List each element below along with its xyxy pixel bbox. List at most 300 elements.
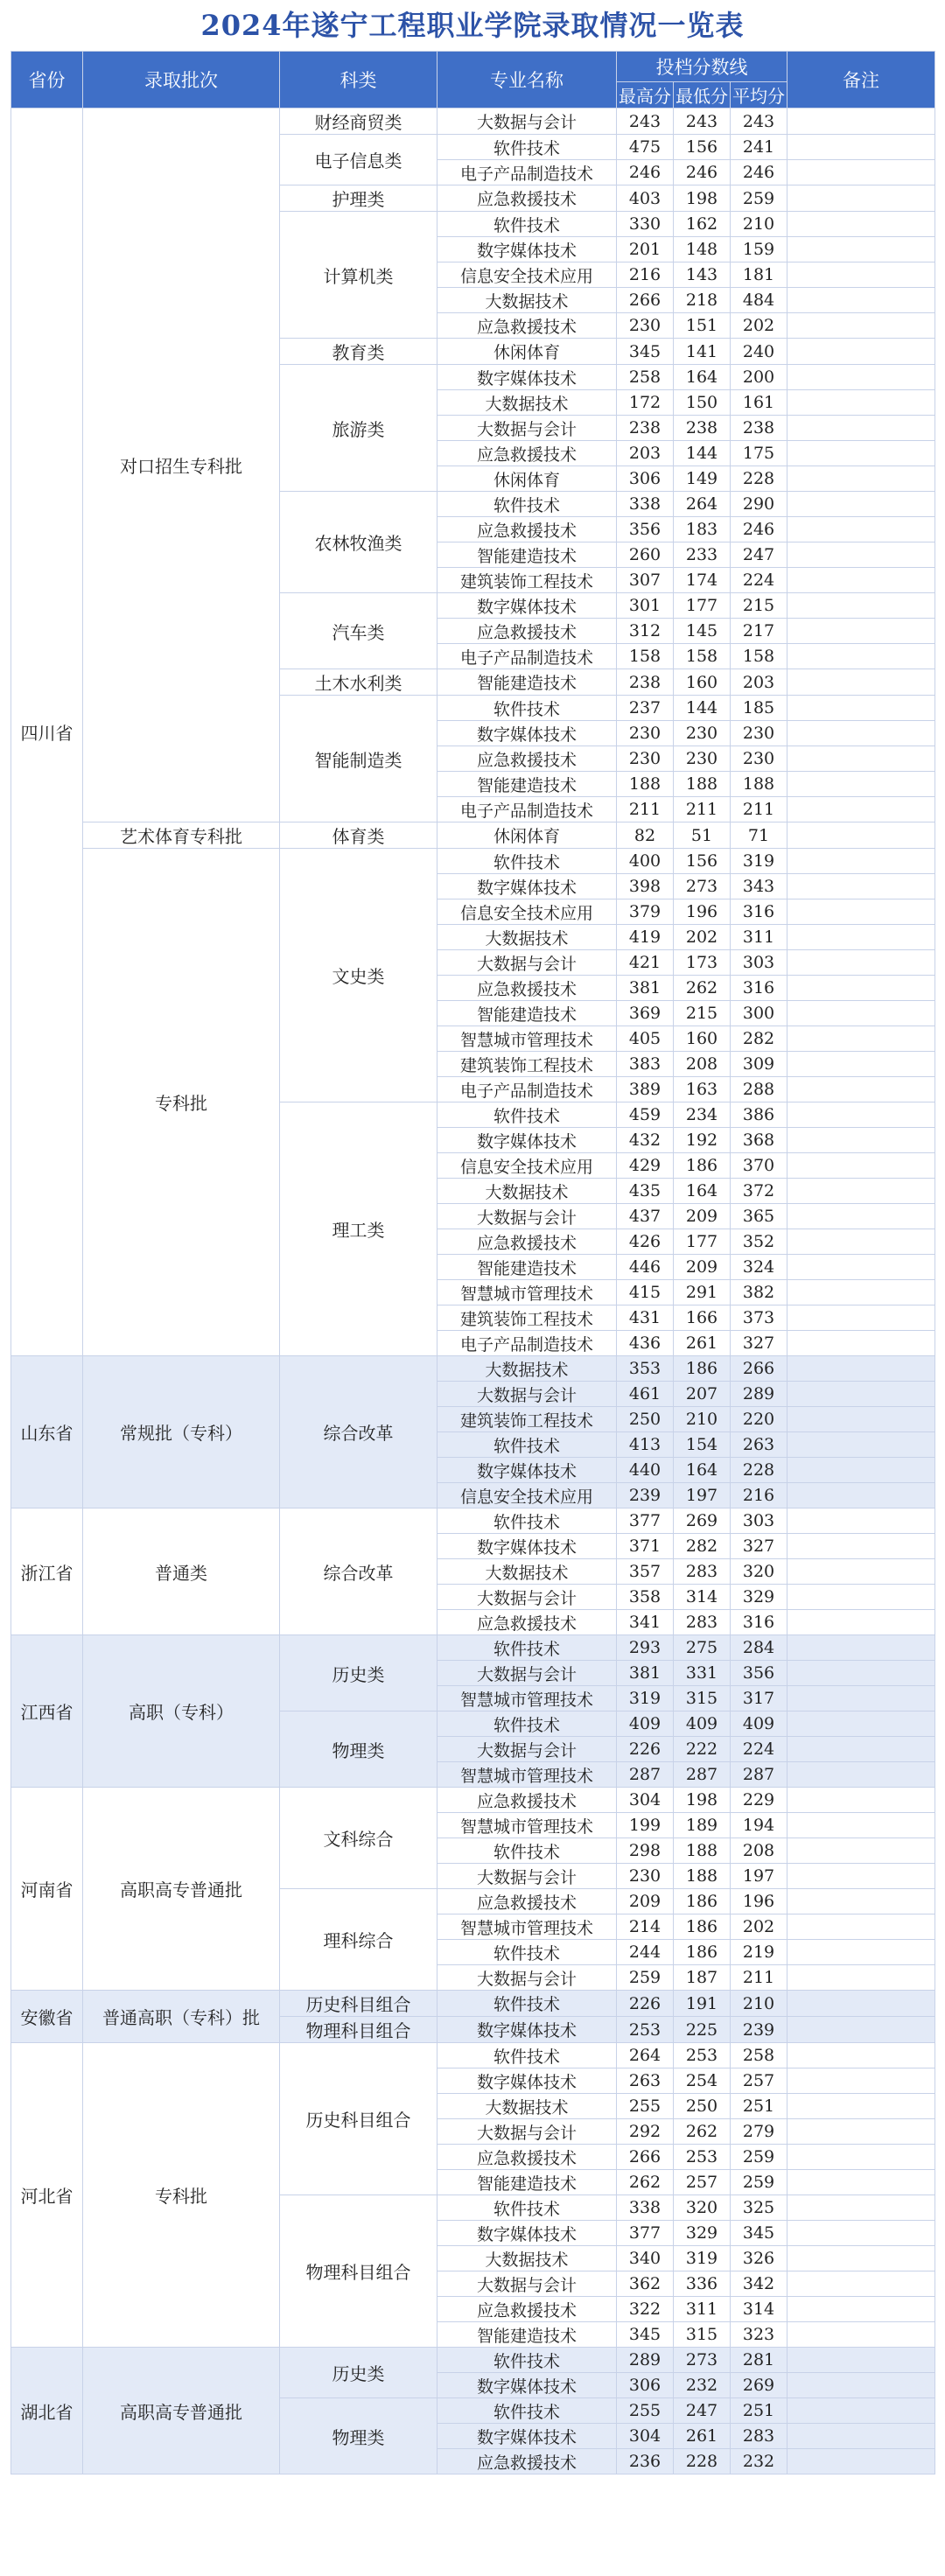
- avg-score-cell: 316: [731, 976, 788, 1001]
- min-score-cell: 269: [674, 1508, 731, 1534]
- note-cell: [788, 1382, 935, 1407]
- major-cell: 智能建造技术: [438, 772, 617, 797]
- avg-score-cell: 251: [731, 2398, 788, 2424]
- note-cell: [788, 1661, 935, 1686]
- max-score-cell: 230: [617, 721, 674, 746]
- note-cell: [788, 976, 935, 1001]
- note-cell: [788, 492, 935, 517]
- max-score-cell: 263: [617, 2068, 674, 2094]
- table-header: [11, 52, 935, 108]
- min-score-cell: 234: [674, 1102, 731, 1128]
- table-row: [11, 1991, 935, 2017]
- note-cell: [788, 1204, 935, 1229]
- min-score-cell: 336: [674, 2272, 731, 2297]
- max-score-cell: 362: [617, 2272, 674, 2297]
- avg-score-cell: 240: [731, 339, 788, 365]
- major-cell: 大数据技术: [438, 288, 617, 313]
- major-cell: 信息安全技术应用: [438, 900, 617, 925]
- note-cell: [788, 2119, 935, 2145]
- max-score-cell: 426: [617, 1229, 674, 1255]
- avg-score-cell: 196: [731, 1889, 788, 1914]
- note-cell: [788, 2195, 935, 2221]
- batch-cell: 普通类: [83, 1508, 280, 1635]
- max-score-cell: 250: [617, 1407, 674, 1432]
- major-cell: 大数据与会计: [438, 2119, 617, 2145]
- note-cell: [788, 2068, 935, 2094]
- min-score-cell: 273: [674, 2348, 731, 2373]
- max-score-cell: 230: [617, 746, 674, 772]
- major-cell: 应急救援技术: [438, 619, 617, 644]
- note-cell: [788, 1128, 935, 1153]
- avg-score-cell: 175: [731, 441, 788, 466]
- min-score-cell: 287: [674, 1762, 731, 1788]
- max-score-cell: 356: [617, 517, 674, 542]
- header-note: 备注: [788, 52, 935, 108]
- major-cell: 大数据与会计: [438, 950, 617, 976]
- category-cell: 智能制造类: [280, 696, 438, 822]
- note-cell: [788, 2043, 935, 2068]
- major-cell: 大数据技术: [438, 1559, 617, 1585]
- max-score-cell: 199: [617, 1813, 674, 1838]
- category-cell: 计算机类: [280, 212, 438, 339]
- major-cell: 大数据与会计: [438, 416, 617, 441]
- page-title: 2024年遂宁工程职业学院录取情况一览表: [200, 9, 745, 42]
- avg-score-cell: 210: [731, 212, 788, 237]
- min-score-cell: 320: [674, 2195, 731, 2221]
- max-score-cell: 436: [617, 1331, 674, 1356]
- min-score-cell: 215: [674, 1001, 731, 1026]
- max-score-cell: 429: [617, 1153, 674, 1179]
- note-cell: [788, 160, 935, 186]
- max-score-cell: 461: [617, 1382, 674, 1407]
- note-cell: [788, 1458, 935, 1483]
- avg-score-cell: 224: [731, 1737, 788, 1762]
- note-cell: [788, 1762, 935, 1788]
- major-cell: 休闲体育: [438, 466, 617, 492]
- min-score-cell: 315: [674, 2322, 731, 2348]
- min-score-cell: 160: [674, 1026, 731, 1052]
- max-score-cell: 246: [617, 160, 674, 186]
- note-cell: [788, 2246, 935, 2272]
- max-score-cell: 82: [617, 822, 674, 849]
- max-score-cell: 322: [617, 2297, 674, 2322]
- min-score-cell: 144: [674, 441, 731, 466]
- max-score-cell: 214: [617, 1914, 674, 1940]
- note-cell: [788, 1306, 935, 1331]
- min-score-cell: 154: [674, 1432, 731, 1458]
- min-score-cell: 156: [674, 135, 731, 160]
- min-score-cell: 209: [674, 1204, 731, 1229]
- avg-score-cell: 373: [731, 1306, 788, 1331]
- note-cell: [788, 1001, 935, 1026]
- header-major: 专业名称: [438, 52, 617, 108]
- avg-score-cell: 289: [731, 1382, 788, 1407]
- major-cell: 数字媒体技术: [438, 2424, 617, 2449]
- avg-score-cell: 342: [731, 2272, 788, 2297]
- major-cell: 数字媒体技术: [438, 1534, 617, 1559]
- avg-score-cell: 241: [731, 135, 788, 160]
- min-score-cell: 143: [674, 262, 731, 288]
- max-score-cell: 405: [617, 1026, 674, 1052]
- max-score-cell: 230: [617, 313, 674, 339]
- min-score-cell: 257: [674, 2170, 731, 2195]
- avg-score-cell: 202: [731, 313, 788, 339]
- note-cell: [788, 186, 935, 212]
- major-cell: 应急救援技术: [438, 2145, 617, 2170]
- max-score-cell: 304: [617, 2424, 674, 2449]
- category-cell: 电子信息类: [280, 135, 438, 186]
- min-score-cell: 232: [674, 2373, 731, 2398]
- min-score-cell: 202: [674, 925, 731, 950]
- category-cell: 综合改革: [280, 1356, 438, 1508]
- note-cell: [788, 644, 935, 669]
- min-score-cell: 187: [674, 1965, 731, 1991]
- note-cell: [788, 390, 935, 416]
- min-score-cell: 186: [674, 1940, 731, 1965]
- major-cell: 智能建造技术: [438, 2170, 617, 2195]
- note-cell: [788, 925, 935, 950]
- max-score-cell: 226: [617, 1991, 674, 2017]
- max-score-cell: 306: [617, 466, 674, 492]
- major-cell: 智能建造技术: [438, 1001, 617, 1026]
- avg-score-cell: 329: [731, 1585, 788, 1610]
- note-cell: [788, 2424, 935, 2449]
- min-score-cell: 283: [674, 1610, 731, 1635]
- min-score-cell: 148: [674, 237, 731, 262]
- max-score-cell: 262: [617, 2170, 674, 2195]
- avg-score-cell: 251: [731, 2094, 788, 2119]
- note-cell: [788, 1991, 935, 2017]
- avg-score-cell: 352: [731, 1229, 788, 1255]
- batch-cell: 高职高专普通批: [83, 1788, 280, 1991]
- note-cell: [788, 1889, 935, 1914]
- batch-cell: 艺术体育专科批: [83, 822, 280, 849]
- avg-score-cell: 220: [731, 1407, 788, 1432]
- major-cell: 应急救援技术: [438, 1889, 617, 1914]
- min-score-cell: 177: [674, 1229, 731, 1255]
- major-cell: 软件技术: [438, 696, 617, 721]
- max-score-cell: 379: [617, 900, 674, 925]
- major-cell: 建筑装饰工程技术: [438, 1052, 617, 1077]
- avg-score-cell: 215: [731, 593, 788, 619]
- major-cell: 数字媒体技术: [438, 2221, 617, 2246]
- province-cell: 四川省: [11, 108, 83, 1356]
- avg-score-cell: 311: [731, 925, 788, 950]
- min-score-cell: 291: [674, 1280, 731, 1306]
- min-score-cell: 246: [674, 160, 731, 186]
- avg-score-cell: 326: [731, 2246, 788, 2272]
- major-cell: 应急救援技术: [438, 746, 617, 772]
- note-cell: [788, 822, 935, 849]
- avg-score-cell: 230: [731, 721, 788, 746]
- category-cell: 汽车类: [280, 593, 438, 669]
- avg-score-cell: 266: [731, 1356, 788, 1382]
- min-score-cell: 275: [674, 1635, 731, 1661]
- min-score-cell: 262: [674, 976, 731, 1001]
- max-score-cell: 209: [617, 1889, 674, 1914]
- avg-score-cell: 246: [731, 517, 788, 542]
- note-cell: [788, 1407, 935, 1432]
- note-cell: [788, 696, 935, 721]
- min-score-cell: 166: [674, 1306, 731, 1331]
- province-cell: 河北省: [11, 2043, 83, 2348]
- note-cell: [788, 542, 935, 568]
- avg-score-cell: 259: [731, 186, 788, 212]
- category-cell: 教育类: [280, 339, 438, 365]
- max-score-cell: 338: [617, 492, 674, 517]
- max-score-cell: 203: [617, 441, 674, 466]
- avg-score-cell: 309: [731, 1052, 788, 1077]
- max-score-cell: 260: [617, 542, 674, 568]
- max-score-cell: 236: [617, 2449, 674, 2474]
- major-cell: 数字媒体技术: [438, 721, 617, 746]
- note-cell: [788, 1179, 935, 1204]
- avg-score-cell: 181: [731, 262, 788, 288]
- major-cell: 电子产品制造技术: [438, 1331, 617, 1356]
- avg-score-cell: 258: [731, 2043, 788, 2068]
- note-cell: [788, 2145, 935, 2170]
- max-score-cell: 258: [617, 365, 674, 390]
- avg-score-cell: 269: [731, 2373, 788, 2398]
- note-cell: [788, 619, 935, 644]
- major-cell: 软件技术: [438, 135, 617, 160]
- avg-score-cell: 257: [731, 2068, 788, 2094]
- max-score-cell: 437: [617, 1204, 674, 1229]
- min-score-cell: 262: [674, 2119, 731, 2145]
- max-score-cell: 413: [617, 1432, 674, 1458]
- table-row: [11, 1635, 935, 1661]
- max-score-cell: 188: [617, 772, 674, 797]
- admission-table: [10, 51, 935, 2474]
- note-cell: [788, 1280, 935, 1306]
- category-cell: 物理类: [280, 2398, 438, 2474]
- avg-score-cell: 216: [731, 1483, 788, 1508]
- min-score-cell: 186: [674, 1914, 731, 1940]
- avg-score-cell: 290: [731, 492, 788, 517]
- note-cell: [788, 1864, 935, 1889]
- avg-score-cell: 303: [731, 1508, 788, 1534]
- table-row: [11, 822, 935, 849]
- max-score-cell: 341: [617, 1610, 674, 1635]
- note-cell: [788, 1712, 935, 1737]
- max-score-cell: 319: [617, 1686, 674, 1712]
- max-score-cell: 440: [617, 1458, 674, 1483]
- min-score-cell: 150: [674, 390, 731, 416]
- avg-score-cell: 158: [731, 644, 788, 669]
- avg-score-cell: 288: [731, 1077, 788, 1102]
- batch-cell: 普通高职（专科）批: [83, 1991, 280, 2043]
- max-score-cell: 298: [617, 1838, 674, 1864]
- max-score-cell: 419: [617, 925, 674, 950]
- category-cell: 物理科目组合: [280, 2017, 438, 2043]
- max-score-cell: 264: [617, 2043, 674, 2068]
- max-score-cell: 403: [617, 186, 674, 212]
- max-score-cell: 201: [617, 237, 674, 262]
- major-cell: 电子产品制造技术: [438, 644, 617, 669]
- min-score-cell: 186: [674, 1153, 731, 1179]
- min-score-cell: 151: [674, 313, 731, 339]
- min-score-cell: 319: [674, 2246, 731, 2272]
- major-cell: 大数据与会计: [438, 1204, 617, 1229]
- avg-score-cell: 382: [731, 1280, 788, 1306]
- avg-score-cell: 327: [731, 1534, 788, 1559]
- avg-score-cell: 317: [731, 1686, 788, 1712]
- max-score-cell: 312: [617, 619, 674, 644]
- header-score-group: 投档分数线: [617, 52, 788, 82]
- max-score-cell: 253: [617, 2017, 674, 2043]
- avg-score-cell: 345: [731, 2221, 788, 2246]
- note-cell: [788, 1965, 935, 1991]
- note-cell: [788, 1559, 935, 1585]
- min-score-cell: 230: [674, 746, 731, 772]
- min-score-cell: 164: [674, 1179, 731, 1204]
- min-score-cell: 191: [674, 1991, 731, 2017]
- note-cell: [788, 212, 935, 237]
- note-cell: [788, 2221, 935, 2246]
- major-cell: 软件技术: [438, 1838, 617, 1864]
- note-cell: [788, 593, 935, 619]
- max-score-cell: 292: [617, 2119, 674, 2145]
- major-cell: 软件技术: [438, 2195, 617, 2221]
- avg-score-cell: 71: [731, 822, 788, 849]
- major-cell: 数字媒体技术: [438, 593, 617, 619]
- major-cell: 大数据与会计: [438, 2272, 617, 2297]
- avg-score-cell: 372: [731, 1179, 788, 1204]
- note-cell: [788, 772, 935, 797]
- note-cell: [788, 950, 935, 976]
- major-cell: 休闲体育: [438, 822, 617, 849]
- major-cell: 软件技术: [438, 1712, 617, 1737]
- max-score-cell: 237: [617, 696, 674, 721]
- note-cell: [788, 2449, 935, 2474]
- major-cell: 软件技术: [438, 1508, 617, 1534]
- min-score-cell: 198: [674, 1788, 731, 1813]
- major-cell: 智能建造技术: [438, 542, 617, 568]
- min-score-cell: 186: [674, 1356, 731, 1382]
- min-score-cell: 163: [674, 1077, 731, 1102]
- max-score-cell: 266: [617, 288, 674, 313]
- min-score-cell: 208: [674, 1052, 731, 1077]
- max-score-cell: 243: [617, 108, 674, 135]
- avg-score-cell: 232: [731, 2449, 788, 2474]
- max-score-cell: 172: [617, 390, 674, 416]
- major-cell: 电子产品制造技术: [438, 1077, 617, 1102]
- note-cell: [788, 441, 935, 466]
- max-score-cell: 259: [617, 1965, 674, 1991]
- major-cell: 建筑装饰工程技术: [438, 1407, 617, 1432]
- avg-score-cell: 185: [731, 696, 788, 721]
- note-cell: [788, 1052, 935, 1077]
- min-score-cell: 331: [674, 1661, 731, 1686]
- batch-cell: 专科批: [83, 2043, 280, 2348]
- avg-score-cell: 282: [731, 1026, 788, 1052]
- min-score-cell: 145: [674, 619, 731, 644]
- batch-cell: 专科批: [83, 849, 280, 1356]
- avg-score-cell: 314: [731, 2297, 788, 2322]
- max-score-cell: 357: [617, 1559, 674, 1585]
- max-score-cell: 330: [617, 212, 674, 237]
- note-cell: [788, 1432, 935, 1458]
- note-cell: [788, 1153, 935, 1179]
- note-cell: [788, 2348, 935, 2373]
- min-score-cell: 233: [674, 542, 731, 568]
- note-cell: [788, 1940, 935, 1965]
- avg-score-cell: 356: [731, 1661, 788, 1686]
- max-score-cell: 345: [617, 339, 674, 365]
- avg-score-cell: 320: [731, 1559, 788, 1585]
- max-score-cell: 432: [617, 1128, 674, 1153]
- province-cell: 江西省: [11, 1635, 83, 1788]
- major-cell: 应急救援技术: [438, 2297, 617, 2322]
- note-cell: [788, 1483, 935, 1508]
- major-cell: 数字媒体技术: [438, 1128, 617, 1153]
- major-cell: 数字媒体技术: [438, 1458, 617, 1483]
- major-cell: 大数据技术: [438, 1356, 617, 1382]
- note-cell: [788, 1255, 935, 1280]
- batch-cell: 对口招生专科批: [83, 108, 280, 822]
- major-cell: 软件技术: [438, 849, 617, 874]
- major-cell: 数字媒体技术: [438, 874, 617, 900]
- min-score-cell: 164: [674, 365, 731, 390]
- note-cell: [788, 874, 935, 900]
- note-cell: [788, 1102, 935, 1128]
- avg-score-cell: 230: [731, 746, 788, 772]
- major-cell: 大数据与会计: [438, 1737, 617, 1762]
- min-score-cell: 51: [674, 822, 731, 849]
- category-cell: 体育类: [280, 822, 438, 849]
- table-row: [11, 849, 935, 874]
- batch-cell: 常规批（专科）: [83, 1356, 280, 1508]
- note-cell: [788, 1585, 935, 1610]
- avg-score-cell: 259: [731, 2145, 788, 2170]
- max-score-cell: 255: [617, 2094, 674, 2119]
- max-score-cell: 421: [617, 950, 674, 976]
- min-score-cell: 144: [674, 696, 731, 721]
- max-score-cell: 383: [617, 1052, 674, 1077]
- province-cell: 山东省: [11, 1356, 83, 1508]
- max-score-cell: 446: [617, 1255, 674, 1280]
- major-cell: 大数据与会计: [438, 1965, 617, 1991]
- min-score-cell: 198: [674, 186, 731, 212]
- min-score-cell: 222: [674, 1737, 731, 1762]
- max-score-cell: 415: [617, 1280, 674, 1306]
- major-cell: 软件技术: [438, 492, 617, 517]
- min-score-cell: 282: [674, 1534, 731, 1559]
- category-cell: 土木水利类: [280, 669, 438, 696]
- major-cell: 大数据技术: [438, 390, 617, 416]
- min-score-cell: 253: [674, 2145, 731, 2170]
- max-score-cell: 211: [617, 797, 674, 822]
- major-cell: 大数据技术: [438, 2094, 617, 2119]
- avg-score-cell: 303: [731, 950, 788, 976]
- min-score-cell: 141: [674, 339, 731, 365]
- major-cell: 数字媒体技术: [438, 2017, 617, 2043]
- avg-score-cell: 203: [731, 669, 788, 696]
- min-score-cell: 314: [674, 1585, 731, 1610]
- major-cell: 应急救援技术: [438, 976, 617, 1001]
- note-cell: [788, 2373, 935, 2398]
- major-cell: 建筑装饰工程技术: [438, 1306, 617, 1331]
- major-cell: 软件技术: [438, 1432, 617, 1458]
- avg-score-cell: 386: [731, 1102, 788, 1128]
- max-score-cell: 345: [617, 2322, 674, 2348]
- header-min: 最低分: [674, 82, 731, 108]
- avg-score-cell: 284: [731, 1635, 788, 1661]
- max-score-cell: 230: [617, 1864, 674, 1889]
- min-score-cell: 174: [674, 568, 731, 593]
- max-score-cell: 238: [617, 416, 674, 441]
- major-cell: 应急救援技术: [438, 1229, 617, 1255]
